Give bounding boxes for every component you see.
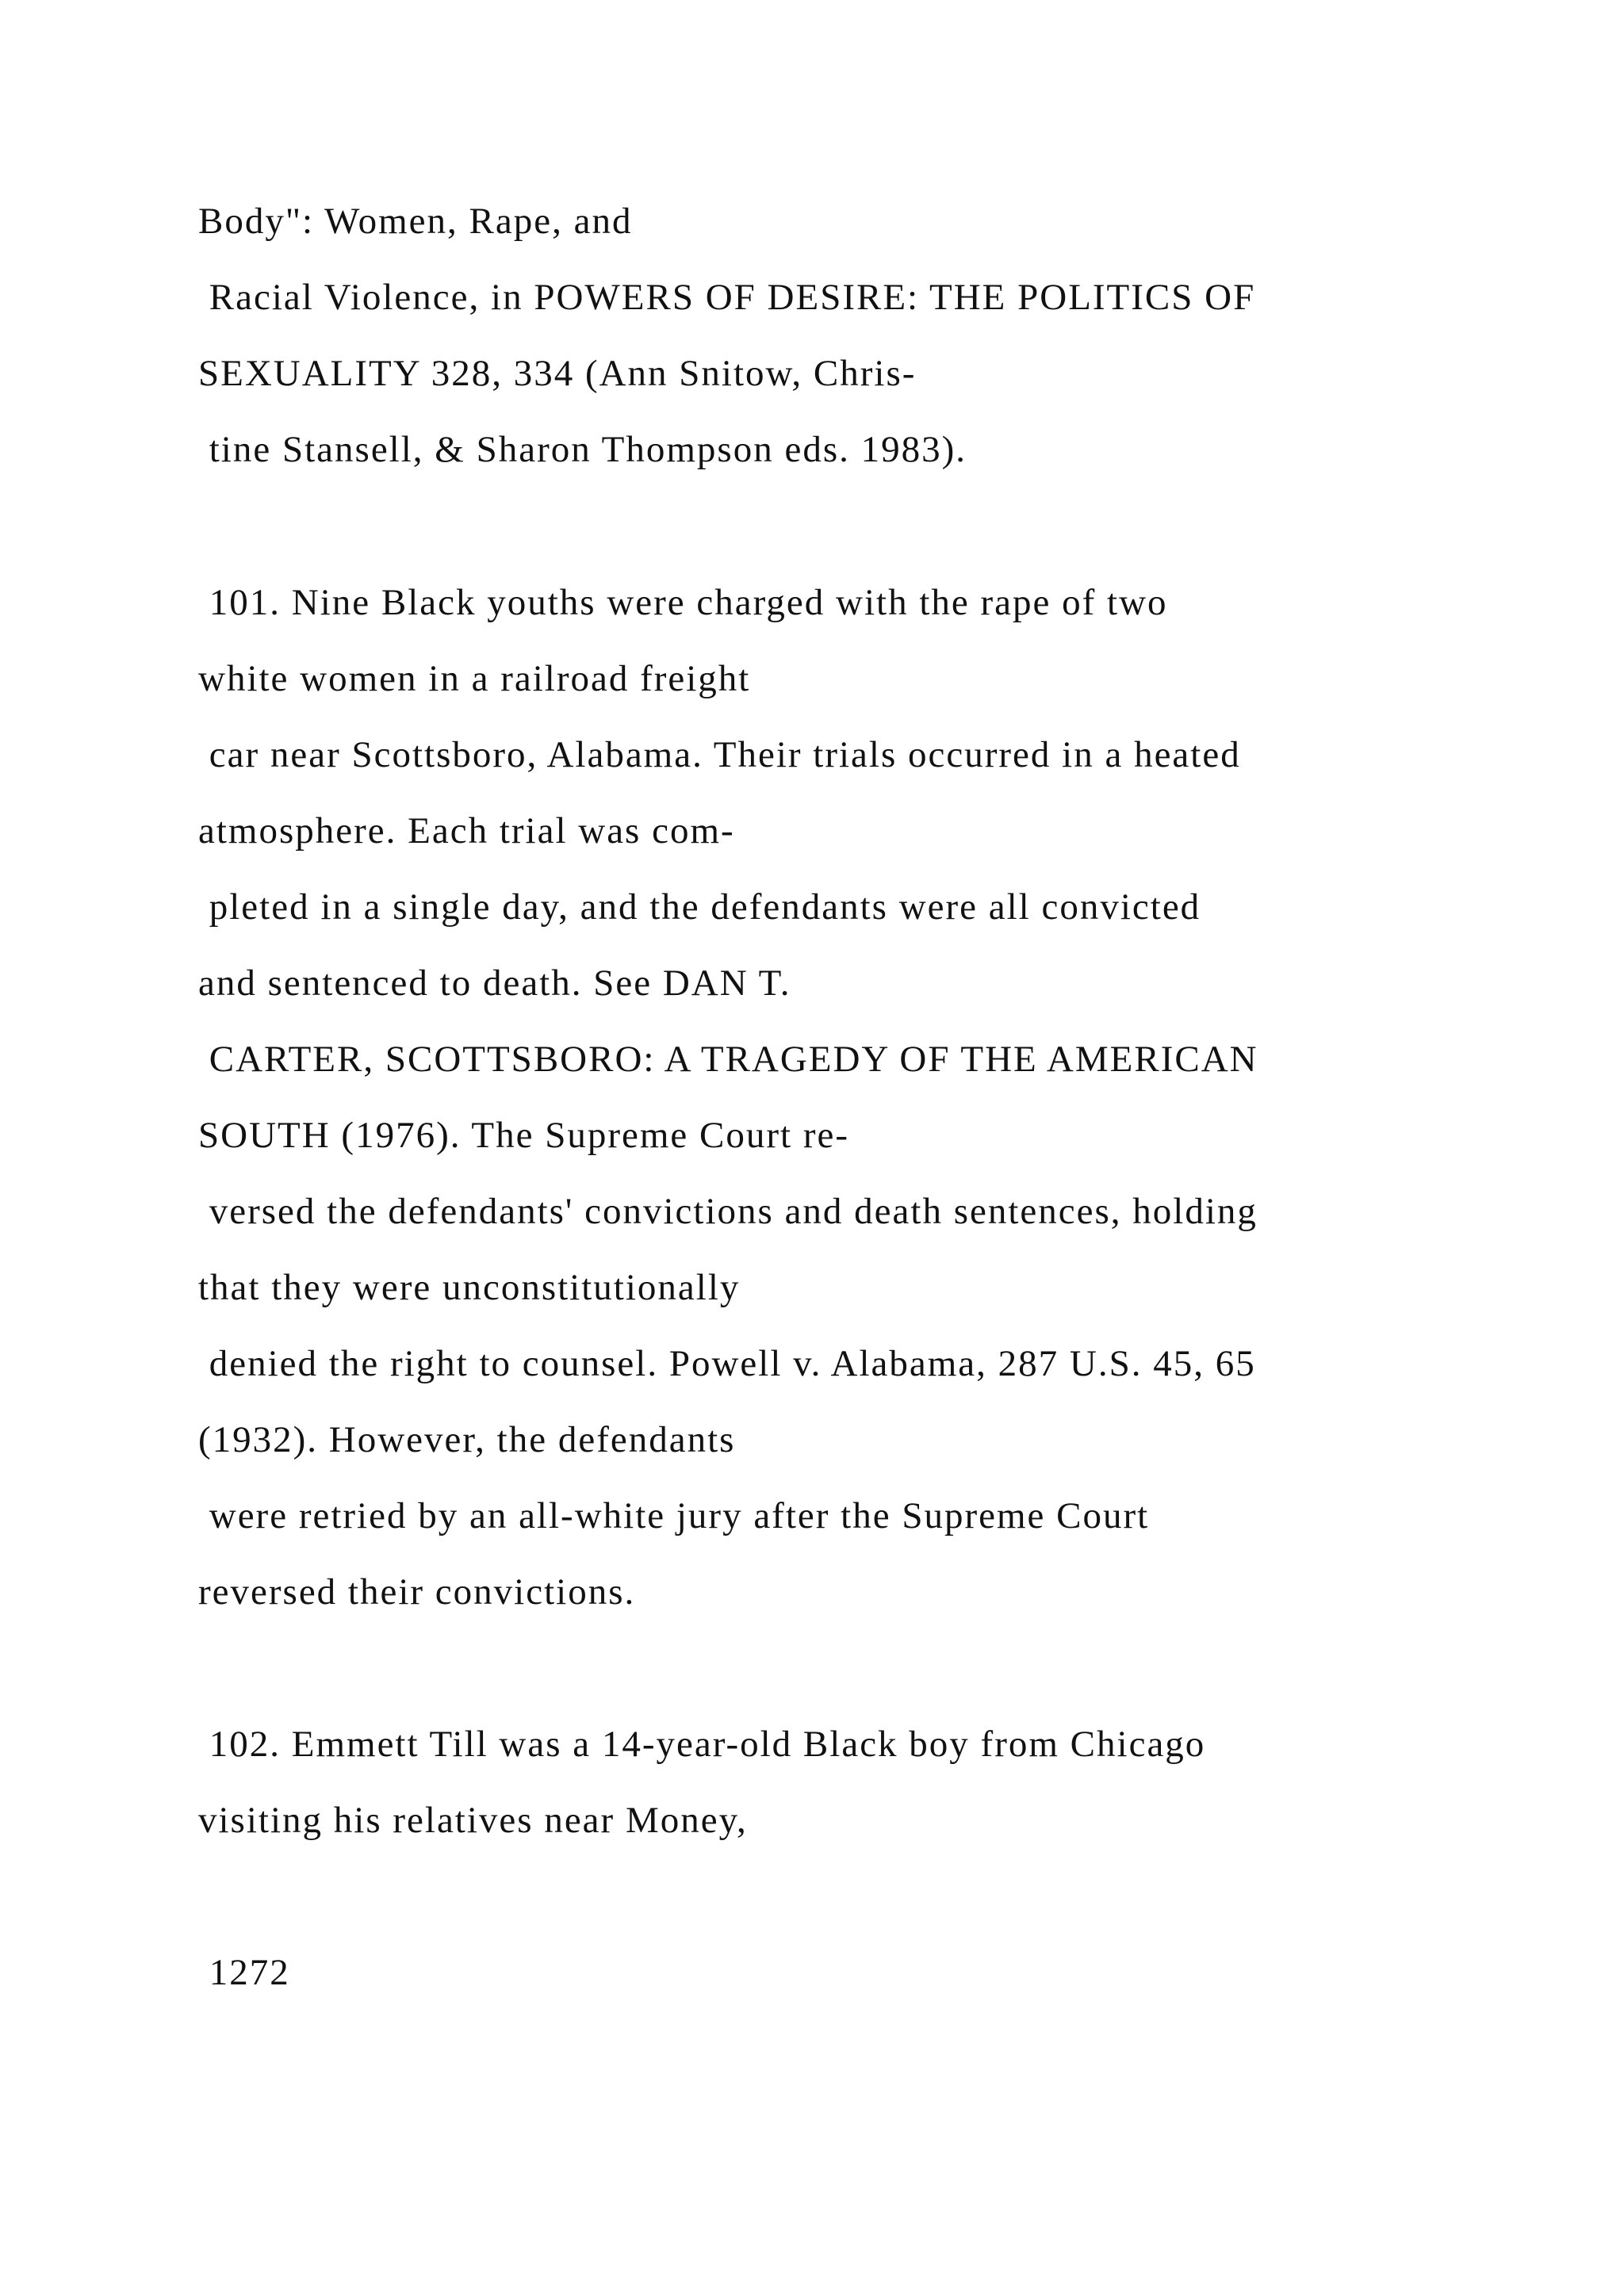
text-line: and sentenced to death. See DAN T. <box>198 962 791 1004</box>
text-line: atmosphere. Each trial was com- <box>198 810 735 851</box>
text-line: Body": Women, Rape, and <box>198 201 633 242</box>
page-number: 1272 <box>198 1952 290 1993</box>
text-line: tine Stansell, & Sharon Thompson eds. 1983). <box>198 429 967 470</box>
text-line: that they were unconstitutionally <box>198 1267 741 1308</box>
text-line: were retried by an all-white jury after the Supreme Court <box>198 1495 1150 1536</box>
text-line: versed the defendants' convictions and death sentences, holding <box>198 1191 1258 1232</box>
footnote-101-line: 101. Nine Black youths were charged with the rape of two <box>198 582 1168 623</box>
text-line: car near Scottsboro, Alabama. Their trials occurred in a heated <box>198 734 1241 775</box>
text-line: (1932). However, the defendants <box>198 1419 736 1460</box>
text-line: pleted in a single day, and the defendants were all convicted <box>198 886 1201 928</box>
footnote-102-line: 102. Emmett Till was a 14-year-old Black boy from Chicago <box>198 1724 1206 1765</box>
text-line: SOUTH (1976). The Supreme Court re- <box>198 1115 849 1156</box>
text-line: reversed their convictions. <box>198 1571 636 1613</box>
text-line: visiting his relatives near Money, <box>198 1800 748 1841</box>
text-line: CARTER, SCOTTSBORO: A TRAGEDY OF THE AMERICAN <box>198 1039 1258 1080</box>
text-line: denied the right to counsel. Powell v. Alabama, 287 U.S. 45, 65 <box>198 1343 1256 1384</box>
text-line: SEXUALITY 328, 334 (Ann Snitow, Chris- <box>198 353 917 394</box>
text-line: Racial Violence, in POWERS OF DESIRE: THE POLITICS OF <box>198 277 1256 318</box>
text-line: white women in a railroad freight <box>198 658 751 699</box>
